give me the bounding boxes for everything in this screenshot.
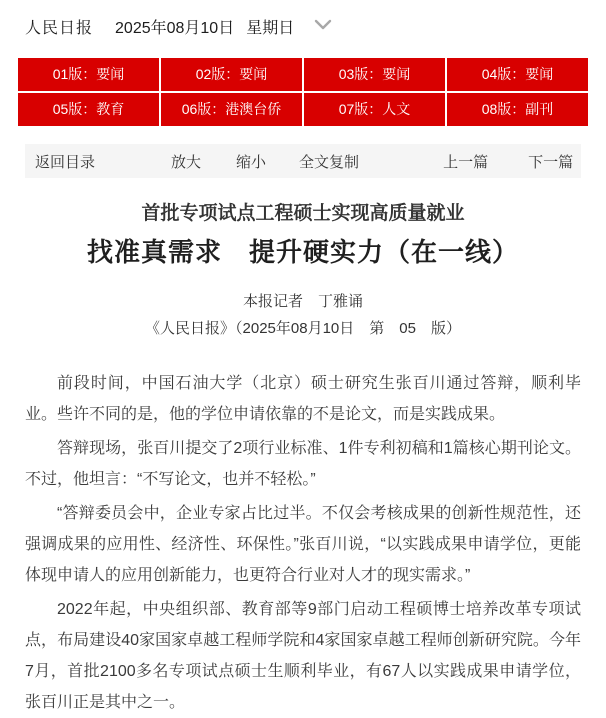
article-toolbar bbox=[25, 144, 581, 178]
previous-article-link[interactable]: 上一篇 bbox=[443, 153, 489, 171]
paper-name: 人民日报 bbox=[25, 20, 94, 37]
article-byline: 本报记者 丁雅诵 bbox=[242, 293, 363, 310]
zoom-in-link[interactable]: 放大 bbox=[171, 153, 202, 171]
edition-grid bbox=[18, 58, 588, 126]
issue-date: 2025年08月10日 bbox=[115, 20, 235, 37]
article-paragraph: “答辩委员会中，企业专家占比过半。不仅会考核成果的创新性规范性，还强调成果的应用性、经济性、环保性。”张百川说，“以实践成果申请学位，更能体现申请人的应用创新能力，也更符合行业对人才的现实需求。” bbox=[25, 505, 581, 584]
masthead bbox=[25, 0, 581, 38]
edition-button-03[interactable]: 03版：要闻 bbox=[304, 58, 445, 91]
article-title: 找准真需求 提升硬实力（在一线） bbox=[86, 237, 519, 267]
article-paragraph: 答辩现场，张百川提交了2项行业标准、1件专利初稿和1篇核心期刊论文。不过，他坦言：“不写论文，也并不轻松。” bbox=[25, 440, 581, 488]
copy-full-text-link[interactable]: 全文复制 bbox=[299, 153, 360, 171]
next-article-link[interactable]: 下一篇 bbox=[528, 153, 574, 171]
edition-button-04[interactable]: 04版：要闻 bbox=[447, 58, 588, 91]
date-picker-toggle[interactable] bbox=[312, 17, 334, 36]
chevron-down-icon bbox=[314, 19, 332, 34]
article-paragraph: 前段时间，中国石油大学（北京）硕士研究生张百川通过答辩，顺利毕业。些许不同的是，他的学位申请依靠的不是论文，而是实践成果。 bbox=[25, 375, 581, 423]
article bbox=[25, 198, 581, 718]
edition-button-05[interactable]: 05版：教育 bbox=[18, 93, 159, 126]
edition-button-02[interactable]: 02版：要闻 bbox=[161, 58, 302, 91]
article-paragraph: 2022年起，中央组织部、教育部等9部门启动工程硕博士培养改革专项试点，布局建设40家国家卓越工程师学院和4家国家卓越工程师创新研究院。今年7月，首批2100多名专项试点硕士生顺利毕业，有67人以实践成果申请学位，张百川正是其中之一。 bbox=[25, 601, 581, 711]
edition-button-01[interactable]: 01版：要闻 bbox=[18, 58, 159, 91]
article-source: 《人民日报》（2025年08月10日 第 05 版） bbox=[145, 320, 461, 337]
article-kicker: 首批专项试点工程硕士实现高质量就业 bbox=[141, 203, 465, 224]
edition-button-08[interactable]: 08版：副刊 bbox=[447, 93, 588, 126]
article-body bbox=[25, 368, 581, 718]
edition-button-07[interactable]: 07版：人文 bbox=[304, 93, 445, 126]
back-to-contents-link[interactable]: 返回目录 bbox=[35, 153, 96, 171]
zoom-out-link[interactable]: 缩小 bbox=[236, 153, 267, 171]
issue-weekday: 星期日 bbox=[246, 20, 295, 37]
edition-button-06[interactable]: 06版：港澳台侨 bbox=[161, 93, 302, 126]
